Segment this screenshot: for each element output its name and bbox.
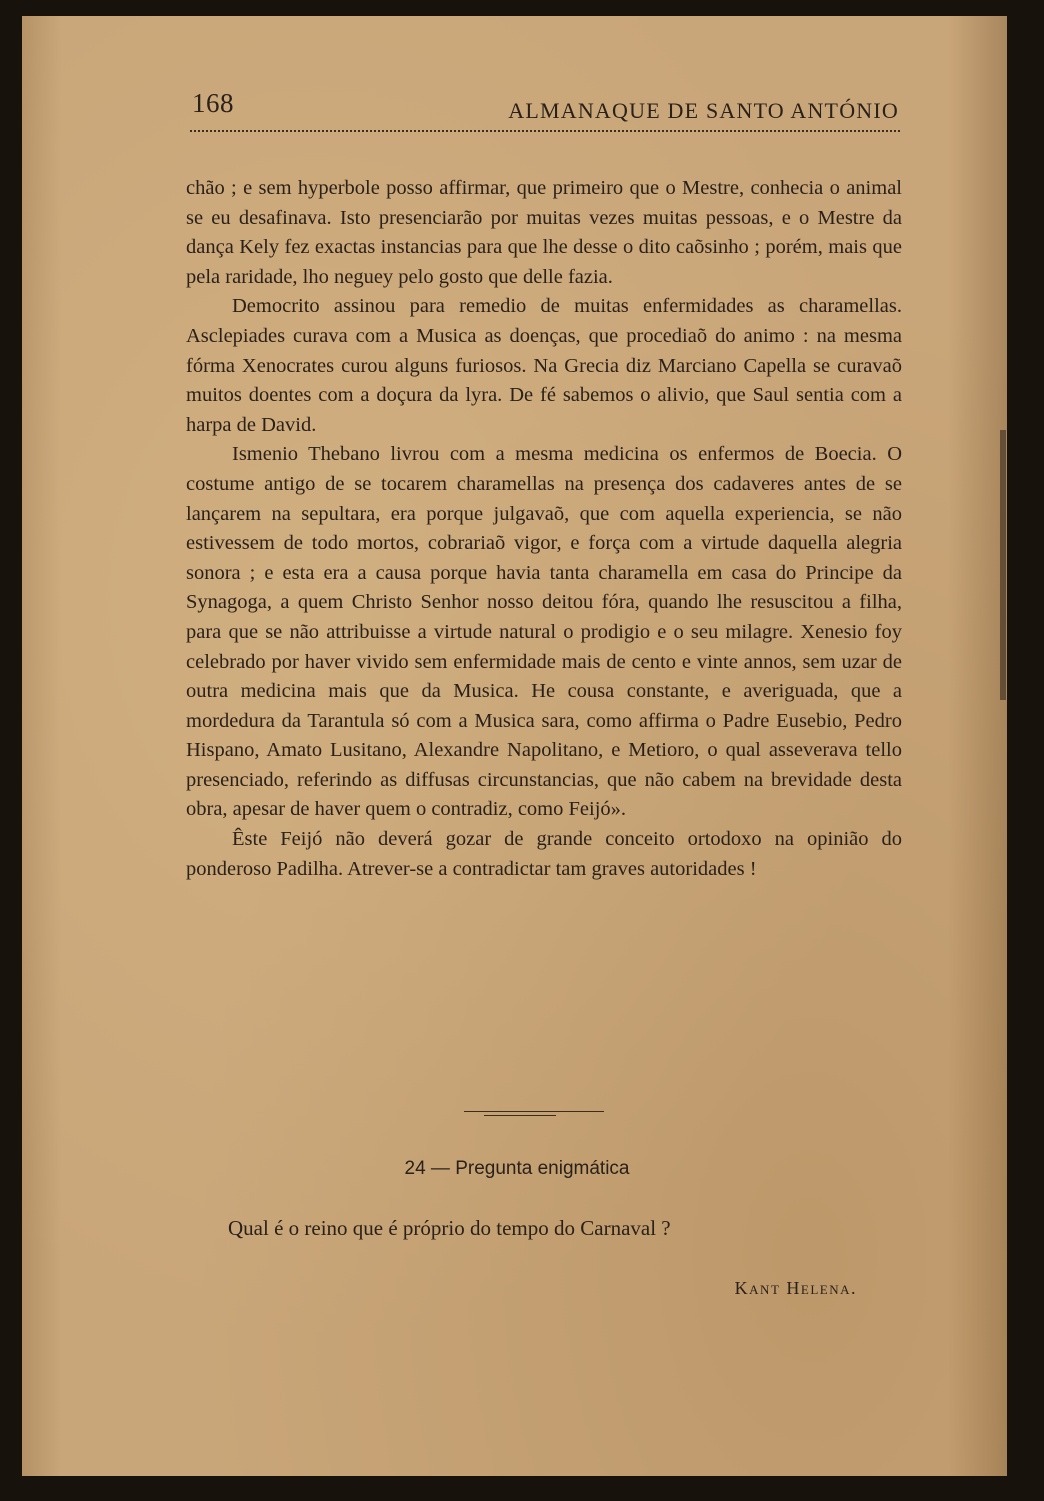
paragraph-1: chão ; e sem hyperbole posso affirmar, que primeiro que o Mestre, conhecia o animal se eu desafinava. Isto presenciarão por muitas vezes muitas pessoas, e o Mestre da dança Kely fez exactas instancias para que lhe desse o dito caõsinho ; porém, mais que pela raridade, lho neguey pelo gosto que delle fazia. — [186, 177, 902, 288]
book-page — [22, 16, 1007, 1476]
page-edge-shadow — [1000, 430, 1006, 700]
riddle-author: Kant Helena. — [734, 1278, 857, 1298]
body-text — [186, 174, 902, 884]
paragraph-4: Êste Feijó não deverá gozar de grande conceito ortodoxo na opinião do ponderoso Padilha. Atrever-se a contradictar tam graves autoridades ! — [186, 828, 902, 880]
riddle-question: Qual é o reino que é próprio do tempo do Carnaval ? — [228, 1216, 671, 1240]
section-divider — [464, 1111, 604, 1112]
paragraph-2: Democrito assinou para remedio de muitas enfermidades as charamellas. Asclepiades curava com a Musica as doenças, que procediaõ do animo : na mesma fórma Xenocrates curou alguns furiosos. Na Grecia diz Marciano Capella se curavaõ muitos doentes com a doçura da lyra. De fé sabemos o alivio, que Saul sentia com a harpa de David. — [186, 295, 902, 436]
running-title: ALMANAQUE DE SANTO ANTÓNIO — [508, 98, 899, 123]
header-rule — [190, 130, 900, 132]
page-number: 168 — [192, 88, 234, 118]
paragraph-3: Ismenio Thebano livrou com a mesma medicina os enfermos de Boecia. O costume antigo de se tocarem charamellas na presença dos cadaveres antes de se lançarem na sepultara, era porque julgavaõ, que com aquella experiencia, se não estivessem de todo mortos, cobrariaõ vigor, e força com a virtude daquella alegria sonora ; e esta era a causa porque havia tanta charamella em casa do Principe da Synagoga, a quem Christo Senhor nosso deitou fóra, quando lhe resuscitou a filha, para que se não attribuisse a virtude natural o prodigio e o seu milagre. Xenesio foy celebrado por haver vivido sem enfermidade mais de cento e vinte annos, sem uzar de outra medicina mais que da Musica. He cousa constante, e averiguada, que a mordedura da Tarantula só com a Musica sara, como affirma o Padre Eusebio, Pedro Hispano, Amato Lusitano, Alexandre Napolitano, e Metioro, o qual asseverava tello presenciado, referindo as diffusas circunstancias, que não cabem na brevidade desta obra, apesar de haver quem o contradiz, como Feijó». — [186, 443, 902, 821]
section-divider-inner — [484, 1115, 556, 1116]
riddle-title: 24 — Pregunta enigmática — [404, 1158, 630, 1179]
